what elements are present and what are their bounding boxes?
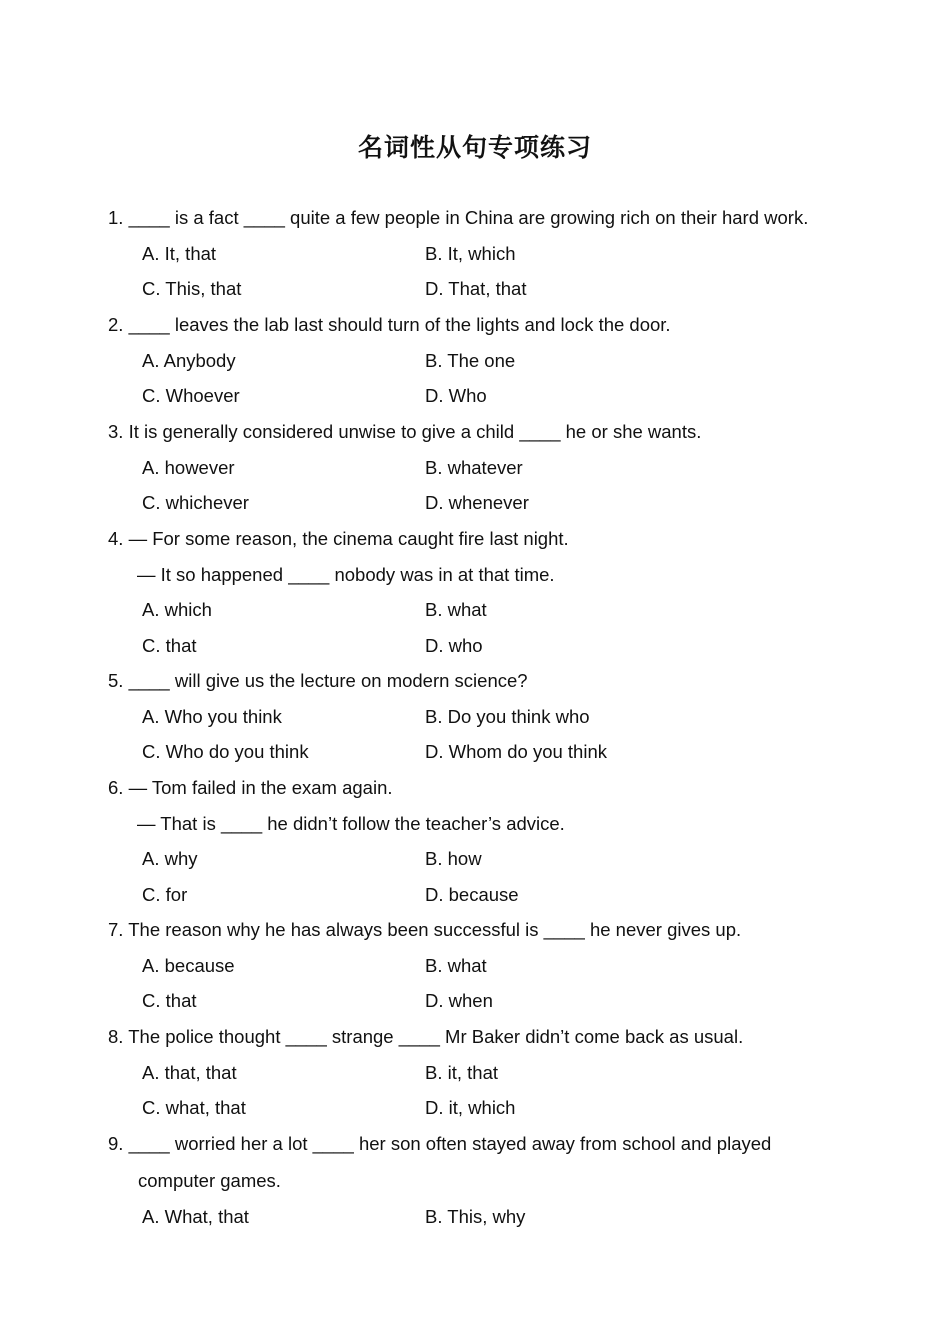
question-8-option-b: B. it, that — [425, 1062, 499, 1083]
question-7-option-d: D. when — [425, 990, 493, 1011]
page-title: 名词性从句专项练习 — [357, 133, 592, 162]
question-7-option-a: A. because — [142, 955, 235, 976]
question-6-stem: 6. — Tom failed in the exam again. — [108, 777, 393, 798]
question-3-option-d: D. whenever — [425, 492, 529, 513]
question-6-option-d: D. because — [425, 884, 519, 905]
question-3-option-a: A. however — [142, 457, 235, 478]
question-4-reply: — It so happened ____ nobody was in at that time. — [137, 564, 555, 585]
question-1-option-b: B. It, which — [425, 243, 516, 264]
question-1-stem: 1. ____ is a fact ____ quite a few people in China are growing rich on their hard work. — [108, 207, 809, 228]
question-5-option-d: D. Whom do you think — [425, 741, 607, 762]
question-3-option-c: C. whichever — [142, 492, 249, 513]
question-6-option-c: C. for — [142, 884, 188, 905]
question-2-option-c: C. Whoever — [142, 385, 240, 406]
question-3-stem: 3. It is generally considered unwise to give a child ____ he or she wants. — [108, 421, 702, 442]
question-5-option-a: A. Who you think — [142, 706, 282, 727]
question-5-stem: 5. ____ will give us the lecture on modern science? — [108, 670, 528, 691]
question-4-option-d: D. who — [425, 635, 483, 656]
question-4-option-c: C. that — [142, 635, 197, 656]
question-7-option-c: C. that — [142, 990, 197, 1011]
question-1-option-d: D. That, that — [425, 278, 527, 299]
question-9-stem: 9. ____ worried her a lot ____ her son often stayed away from school and played — [108, 1133, 772, 1154]
question-6-option-a: A. why — [142, 848, 198, 869]
question-9-option-b: B. This, why — [425, 1206, 526, 1227]
question-2-option-a: A. Anybody — [142, 350, 236, 371]
question-7-stem: 7. The reason why he has always been successful is ____ he never gives up. — [108, 919, 742, 940]
question-8-stem: 8. The police thought ____ strange ____ Mr Baker didn’t come back as usual. — [108, 1026, 744, 1047]
question-1-option-a: A. It, that — [142, 243, 217, 264]
question-3-option-b: B. whatever — [425, 457, 523, 478]
question-1-option-c: C. This, that — [142, 278, 242, 299]
question-6-option-b: B. how — [425, 848, 482, 869]
question-2-option-b: B. The one — [425, 350, 516, 371]
question-9-stem-continued: computer games. — [138, 1170, 281, 1191]
question-4-stem: 4. — For some reason, the cinema caught fire last night. — [108, 528, 569, 549]
question-8-option-d: D. it, which — [425, 1097, 516, 1118]
question-4-option-a: A. which — [142, 599, 212, 620]
question-2-option-d: D. Who — [425, 385, 487, 406]
question-8-option-a: A. that, that — [142, 1062, 237, 1083]
question-2-stem: 2. ____ leaves the lab last should turn of the lights and lock the door. — [108, 314, 671, 335]
question-5-option-c: C. Who do you think — [142, 741, 309, 762]
question-9-option-a: A. What, that — [142, 1206, 249, 1227]
question-5-option-b: B. Do you think who — [425, 706, 590, 727]
question-7-option-b: B. what — [425, 955, 487, 976]
question-8-option-c: C. what, that — [142, 1097, 246, 1118]
question-4-option-b: B. what — [425, 599, 487, 620]
question-6-reply: — That is ____ he didn’t follow the teacher’s advice. — [137, 813, 565, 834]
